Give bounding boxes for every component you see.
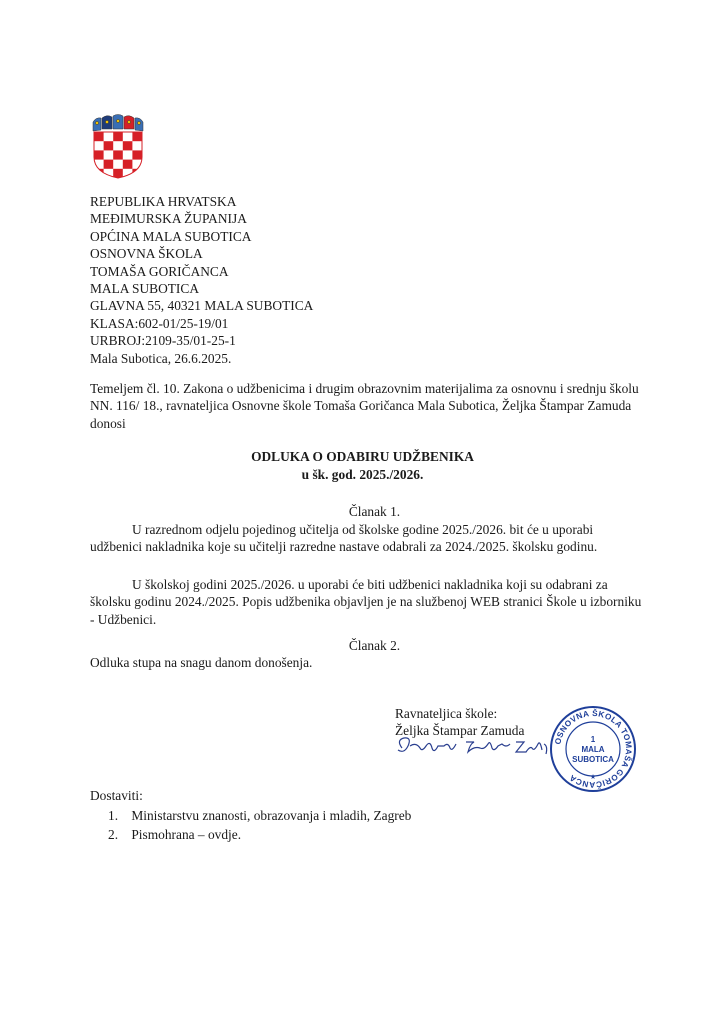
article-1-paragraph-2 — [90, 576, 645, 628]
stamp-center — [549, 705, 637, 793]
letterhead — [90, 193, 313, 367]
list-item-number: 1. — [108, 808, 119, 823]
delivery-list — [108, 806, 411, 844]
header-line-country: REPUBLIKA HRVATSKA — [90, 194, 237, 209]
document-subtitle: u šk. god. 2025./2026. — [301, 467, 424, 482]
list-item — [108, 825, 411, 844]
intro-paragraph: Temeljem čl. 10. Zakona o udžbenicima i drugim obrazovnim materijalima za osnovnu i srednju školu NN. 116/ 18., ravnateljica Osnovne škole Tomaša Goričanca Mala Subotica, Željka Štampar Zamuda donosi — [90, 381, 639, 431]
delivery-label: Dostaviti: — [90, 788, 143, 803]
document-title: ODLUKA O ODABIRU UDŽBENIKA — [251, 449, 474, 464]
list-item-text: Ministarstvu znanosti, obrazovanja i mladih, Zagreb — [131, 808, 412, 823]
coat-of-arms-icon — [90, 113, 146, 179]
stamp-ring-text: OSNOVNA ŠKOLA TOMAŠA GORIČANCA — [553, 708, 634, 790]
svg-text:★: ★ — [589, 773, 597, 781]
list-item-number: 2. — [108, 827, 119, 842]
header-line-county: MEĐIMURSKA ŽUPANIJA — [90, 211, 247, 227]
signature-name: Željka Štampar Zamuda — [395, 723, 525, 738]
list-item — [108, 806, 411, 825]
list-item-text: Pismohrana – ovdje. — [131, 827, 242, 842]
header-line-date: Mala Subotica, 26.6.2025. — [90, 350, 232, 366]
stamp-number: 1 — [590, 735, 596, 744]
stamp-line-2: SUBOTICA — [572, 755, 614, 764]
stamp-line-1: MALA — [581, 745, 605, 754]
signature-role: Ravnateljica škole: — [395, 706, 498, 721]
header-line-school-type: OSNOVNA ŠKOLA — [90, 246, 203, 262]
article-1-paragraph-1 — [90, 521, 645, 556]
article-1-paragraph-2-text: U školskoj godini 2025./2026. u uporabi će biti udžbenici nakladnika koji su odabrani za školsku godinu 2024./2025. Popis udžbenika objavljen je na službenoj WEB stranici Škole u izborniku - Udžbenici. — [90, 577, 642, 627]
article-2-heading: Članak 2. — [348, 638, 401, 653]
header-line-place: MALA SUBOTICA — [90, 281, 199, 297]
header-line-address: GLAVNA 55, 40321 MALA SUBOTICA — [90, 298, 314, 314]
handwritten-signature-icon — [392, 732, 552, 762]
article-1-heading: Članak 1. — [348, 504, 401, 519]
header-line-school-name: TOMAŠA GORIČANCA — [90, 263, 229, 279]
header-line-klasa: KLASA:602-01/25-19/01 — [90, 315, 229, 331]
article-1-paragraph-1-text: U razrednom odjelu pojedinog učitelja od školske godine 2025./2026. bit će u uporabi udžbenici nakladnika koje su učitelji razredne nastave odabrali za 2024./2025. školsku godinu. — [90, 522, 598, 555]
article-2-text: Odluka stupa na snagu danom donošenja. — [90, 655, 313, 670]
header-line-urbroj: URBROJ:2109-35/01-25-1 — [90, 333, 236, 349]
header-line-municipality: OPĆINA MALA SUBOTICA — [90, 228, 252, 244]
